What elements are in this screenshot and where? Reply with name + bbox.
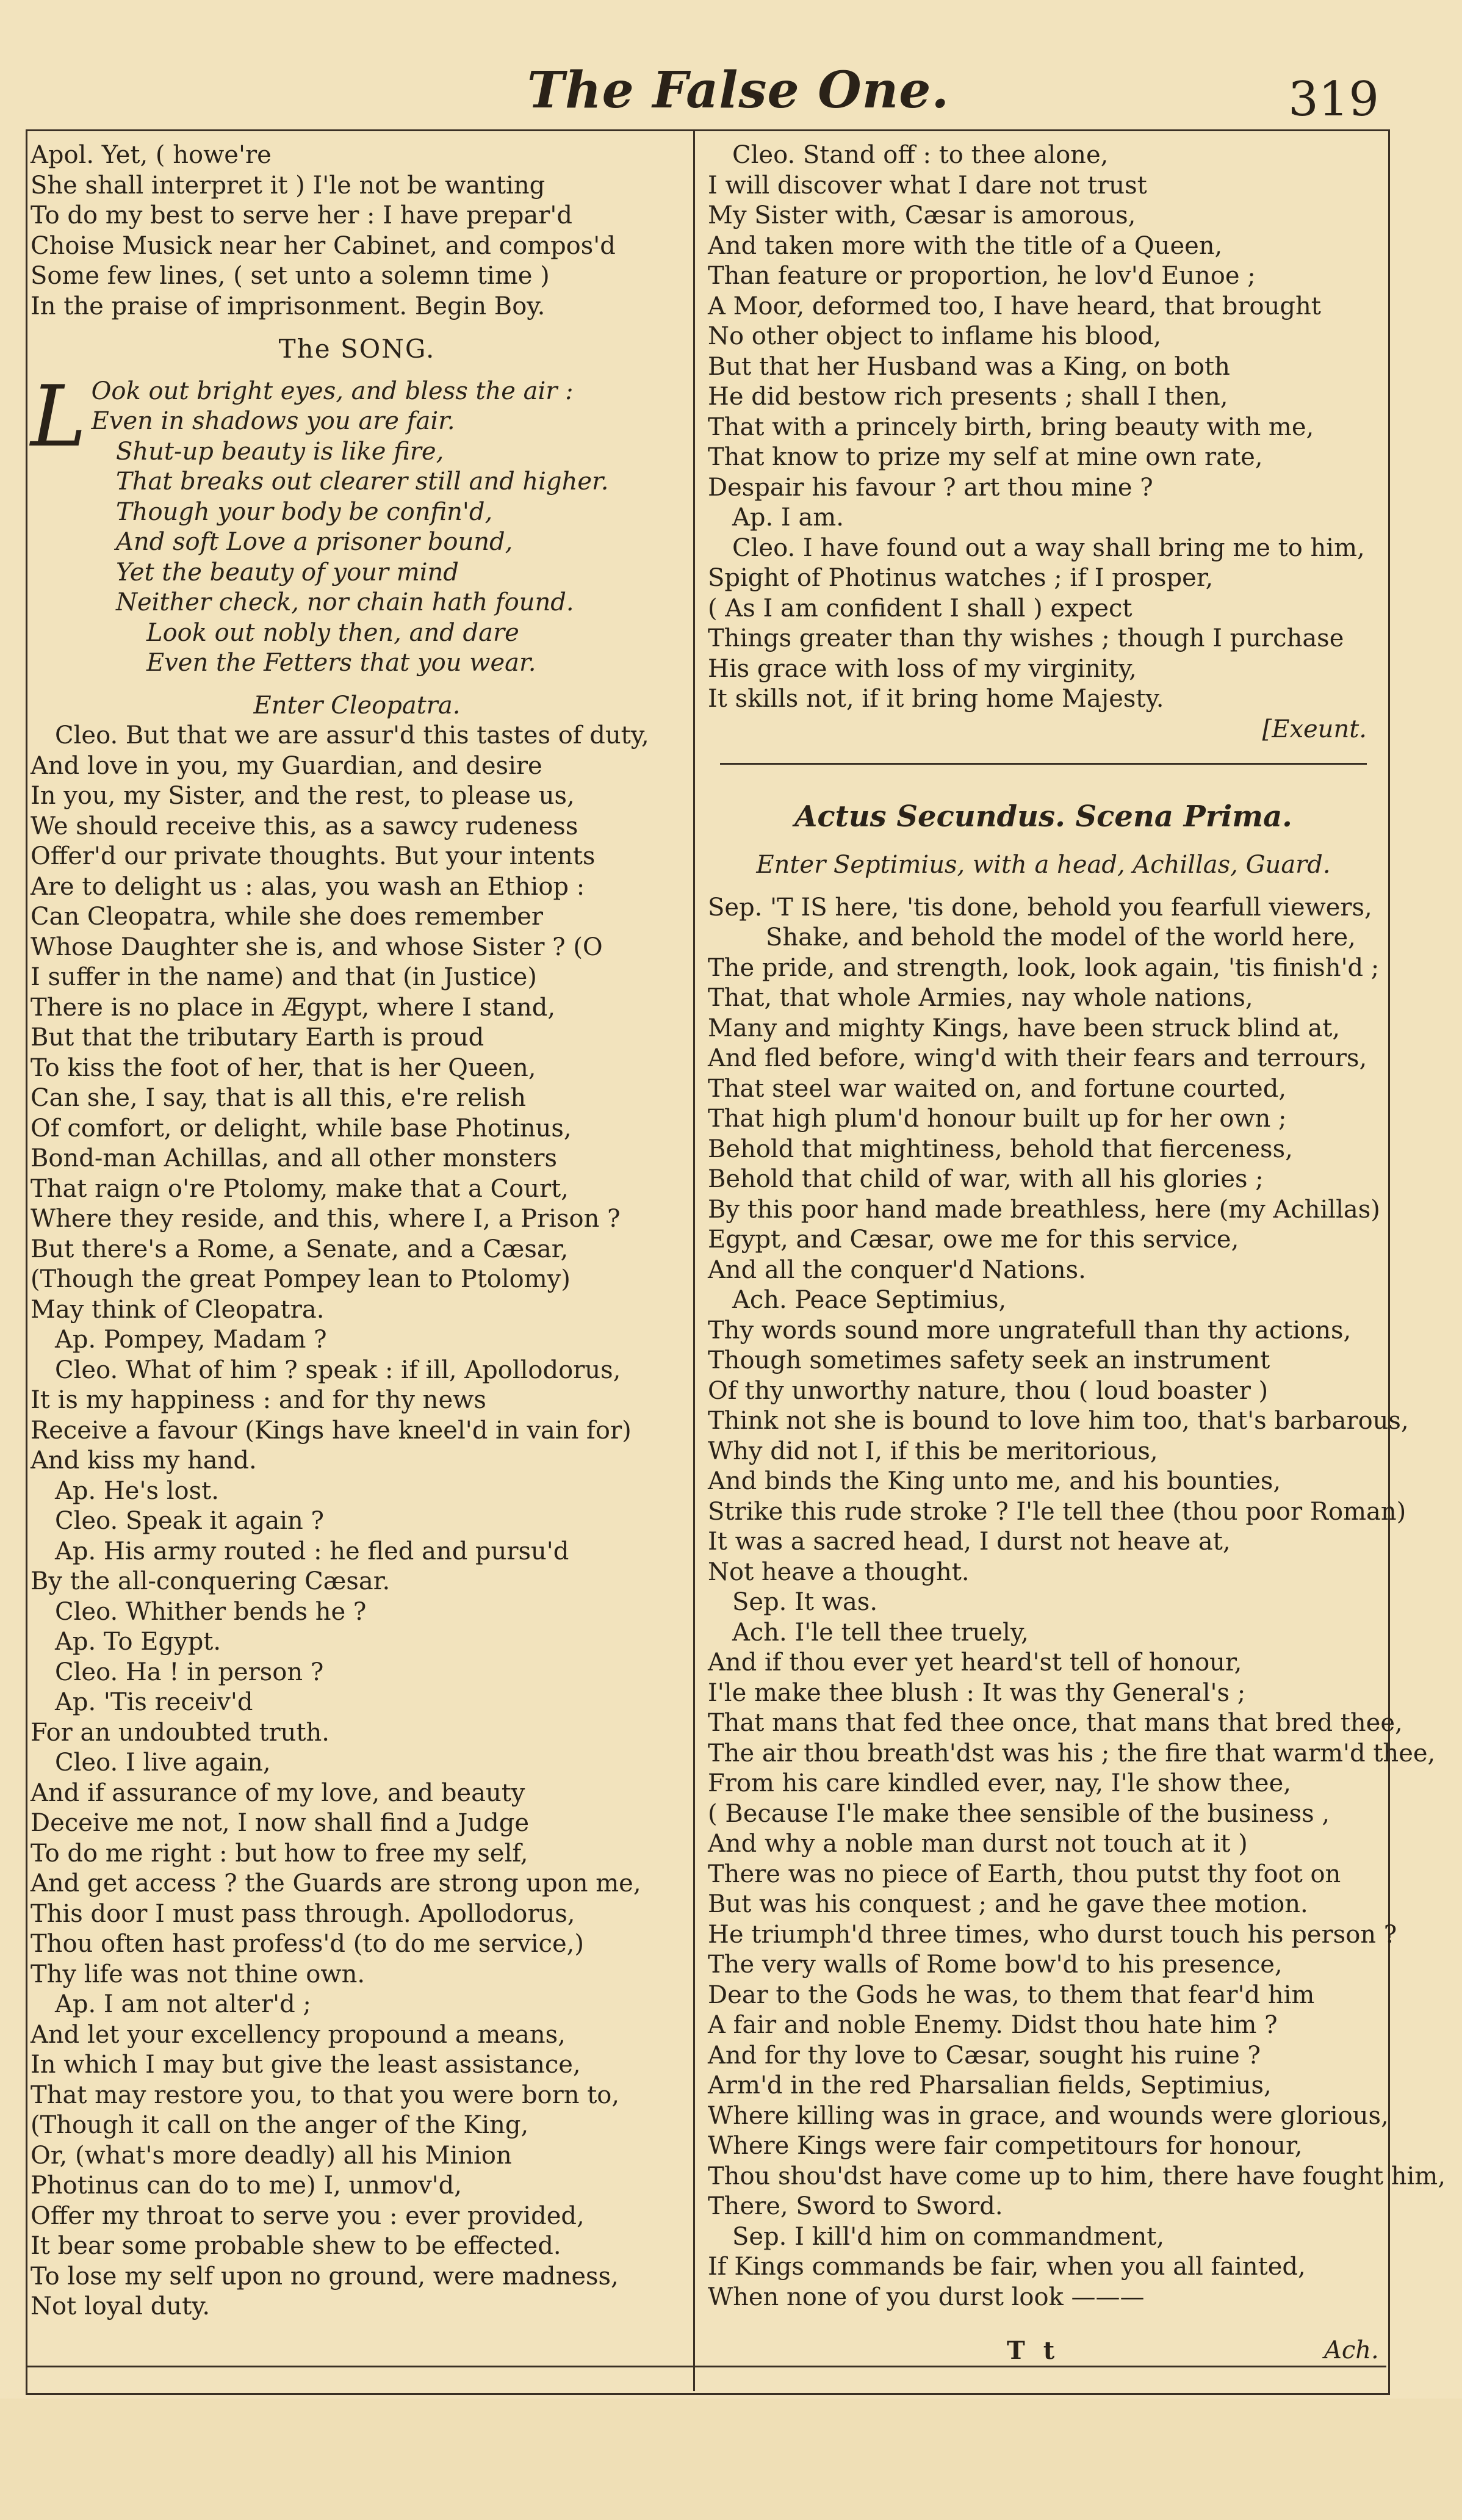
text-line: Things greater than thy wishes ; though I purchase: [708, 624, 1344, 652]
text-line: Ap. I am.: [732, 504, 844, 532]
left-column: [31, 140, 683, 2322]
right-dialogue-top: [708, 140, 1379, 715]
right-dialogue: [708, 953, 1446, 2313]
text-line: Choise Musick near her Cabinet, and compos'd: [31, 231, 616, 260]
text-line: And let your excellency propound a means,: [31, 2020, 566, 2049]
text-line: Dear to the Gods he was, to them that fear'd him: [708, 1980, 1315, 2009]
text-line: And kiss my hand.: [31, 1446, 257, 1475]
text-line: ( Because I'le make thee sensible of the business ,: [708, 1799, 1330, 1828]
text-line: Ap. 'Tis receiv'd: [55, 1688, 253, 1716]
text-line: And for thy love to Cæsar, sought his ruine ?: [708, 2041, 1261, 2070]
text-line: Photinus can do to me) I, unmov'd,: [31, 2172, 462, 2200]
text-line: The very walls of Rome bow'd to his presence,: [708, 1951, 1283, 1979]
text-line: I suffer in the name) and that (in Justice): [31, 963, 537, 991]
text-line: Behold that mightiness, behold that fierceness,: [708, 1135, 1293, 1163]
text-line: Think not she is bound to love him too, that's barbarous,: [708, 1407, 1409, 1435]
text-line: Where they reside, and this, where I, a Prison ?: [31, 1205, 621, 1233]
text-line: And fled before, wing'd with their fears and terrours,: [708, 1044, 1367, 1072]
text-line: In the praise of imprisonment. Begin Boy.: [31, 292, 546, 320]
text-line: Not loyal duty.: [31, 2292, 211, 2320]
text-line: Of comfort, or delight, while base Photinus,: [31, 1114, 572, 1143]
text-line: (Though the great Pompey lean to Ptolomy): [31, 1265, 571, 1293]
text-line: Cleo. I have found out a way shall bring me to him,: [732, 533, 1365, 562]
running-title: The False One.: [527, 61, 950, 120]
left-intro-lines: [31, 140, 683, 322]
song-line: Though your body be confin'd,: [116, 497, 493, 526]
song-line: Even in shadows you are fair.: [91, 407, 455, 435]
song-line: And soft Love a prisoner bound,: [116, 528, 513, 556]
text-line: In which I may but give the least assistance,: [31, 2051, 581, 2079]
page-number: 319: [1288, 72, 1379, 127]
text-line: That know to prize my self at mine own rate,: [708, 443, 1263, 471]
footer-rule: [26, 2366, 1386, 2367]
exeunt-direction: [Exeunt.: [1262, 715, 1367, 743]
text-line: To do my best to serve her : I have prepar'd: [31, 201, 572, 229]
text-line: And get access ? the Guards are strong upon me,: [31, 1869, 641, 1897]
left-dialogue: [31, 721, 683, 2322]
text-line: Where Kings were fair competitours for honour,: [708, 2132, 1303, 2160]
text-line: To kiss the foot of her, that is her Queen,: [31, 1053, 536, 1082]
text-line: That steel war waited on, and fortune courted,: [708, 1074, 1287, 1103]
text-line: Deceive me not, I now shall find a Judge: [31, 1809, 530, 1837]
text-line: Ap. His army routed : he fled and pursu'd: [55, 1537, 569, 1565]
text-line: And taken more with the title of a Queen,: [708, 231, 1223, 260]
text-line: Thy words sound more ungratefull than thy actions,: [708, 1316, 1352, 1345]
text-line: Ap. I am not alter'd ;: [55, 1990, 311, 2018]
song-line: Neither check, nor chain hath found.: [116, 588, 574, 616]
text-line: And why a noble man durst not touch at it ): [708, 1830, 1248, 1858]
text-line: And if thou ever yet heard'st tell of honour,: [708, 1648, 1242, 1677]
text-line: The pride, and strength, look, look again, 'tis finish'd ;: [708, 953, 1380, 982]
section-rule: [720, 763, 1367, 765]
text-line: It skills not, if it bring home Majesty.: [708, 685, 1164, 713]
text-line: Ach. Peace Septimius,: [732, 1286, 1007, 1314]
text-line: (Though it call on the anger of the King,: [31, 2111, 529, 2139]
text-line: To do me right : but how to free my self,: [31, 1839, 528, 1868]
text-line: That, that whole Armies, nay whole nations,: [708, 984, 1253, 1012]
text-line: But was his conquest ; and he gave thee motion.: [708, 1890, 1308, 1918]
song-title: The SONG.: [278, 334, 436, 364]
text-line: This door I must pass through. Apollodorus,: [31, 1899, 575, 1928]
text-line: There, Sword to Sword.: [708, 2192, 1003, 2220]
text-line: Ap. To Egypt.: [55, 1628, 221, 1656]
text-line: May think of Cleopatra.: [31, 1295, 325, 1324]
text-line: If Kings commands be fair, when you all fainted,: [708, 2253, 1306, 2281]
text-line: That raign o're Ptolomy, make that a Court,: [31, 1174, 569, 1203]
text-line: There was no piece of Earth, thou putst thy foot on: [708, 1860, 1341, 1888]
text-line: Many and mighty Kings, have been struck blind at,: [708, 1014, 1341, 1042]
song-line: Shut-up beauty is like fire,: [116, 437, 444, 466]
song-line: Even the Fetters that you wear.: [146, 649, 536, 677]
text-line: And if assurance of my love, and beauty: [31, 1778, 525, 1807]
text-line: But that her Husband was a King, on both: [708, 352, 1230, 381]
text-line: Arm'd in the red Pharsalian fields, Septimius,: [708, 2071, 1272, 2099]
text-line: And binds the King unto me, and his bounties,: [708, 1467, 1281, 1495]
text-line: It was a sacred head, I durst not heave at,: [708, 1528, 1231, 1556]
text-line: Thy life was not thine own.: [31, 1960, 366, 1988]
text-line: When none of you durst look ———: [708, 2283, 1145, 2311]
text-line: She shall interpret it ) I'le not be wanting: [31, 171, 546, 200]
text-line: Cleo. But that we are assur'd this tastes of duty,: [55, 721, 649, 749]
text-line: By this poor hand made breathless, here (my Achillas): [708, 1195, 1380, 1224]
text-line: I will discover what I dare not trust: [708, 171, 1147, 200]
text-line: Cleo. Ha ! in person ?: [55, 1658, 324, 1686]
song-line: Yet the beauty of your mind: [116, 558, 459, 587]
text-line: My Sister with, Cæsar is amorous,: [708, 201, 1136, 229]
text-line: That mans that fed thee once, that mans that bred thee,: [708, 1709, 1403, 1737]
text-line: There is no place in Ægypt, where I stand,: [31, 993, 556, 1022]
text-line: To lose my self upon no ground, were madness,: [31, 2262, 619, 2291]
column-divider: [693, 129, 695, 2391]
text-line: Where killing was in grace, and wounds were glorious,: [708, 2101, 1389, 2130]
song-line: Ook out bright eyes, and bless the air :: [91, 377, 574, 405]
text-line: Cleo. I live again,: [55, 1749, 271, 1777]
text-line: That may restore you, to that you were born to,: [31, 2081, 620, 2109]
header-rule: [26, 129, 1386, 131]
signature-mark: T t: [1007, 2336, 1060, 2365]
text-line: Though sometimes safety seek an instrument: [708, 1346, 1270, 1374]
text-line: In you, my Sister, and the rest, to please us,: [31, 782, 575, 810]
text-line: Despair his favour ? art thou mine ?: [708, 473, 1153, 502]
song-line: Look out nobly then, and dare: [146, 618, 519, 647]
text-line: Cleo. What of him ? speak : if ill, Apollodorus,: [55, 1356, 621, 1384]
text-line: And all the conquer'd Nations.: [708, 1255, 1086, 1284]
song: [31, 367, 683, 679]
text-line: Egypt, and Cæsar, owe me for this service,: [708, 1226, 1239, 1254]
page-margin: [0, 2399, 1462, 2520]
text-line: Cleo. Whither bends he ?: [55, 1597, 367, 1626]
text-line: He did bestow rich presents ; shall I then,: [708, 383, 1228, 411]
text-line: By the all-conquering Cæsar.: [31, 1567, 391, 1595]
text-line: Some few lines, ( set unto a solemn time ): [31, 262, 550, 290]
text-line: Behold that child of war, with all his glories ;: [708, 1165, 1264, 1193]
text-line: Sep. I kill'd him on commandment,: [732, 2222, 1165, 2251]
text-line: Thou shou'dst have come up to him, there have fought him,: [708, 2162, 1446, 2190]
text-line: From his care kindled ever, nay, I'le show thee,: [708, 1769, 1291, 1797]
text-line: It is my happiness : and for thy news: [31, 1386, 486, 1414]
text-line: Thou often hast profess'd (to do me service,): [31, 1930, 584, 1958]
text-line: The air thou breath'dst was his ; the fire that warm'd thee,: [708, 1739, 1436, 1767]
stage-direction: Enter Cleopatra.: [253, 691, 461, 720]
text-line: Spight of Photinus watches ; if I prosper,: [708, 564, 1214, 592]
text-line: No other object to inflame his blood,: [708, 322, 1162, 350]
text-line: And love in you, my Guardian, and desire: [31, 751, 542, 780]
text-line: Bond-man Achillas, and all other monsters: [31, 1144, 558, 1172]
text-line: ( As I am confident I shall ) expect: [708, 594, 1133, 623]
text-line: Not heave a thought.: [708, 1558, 970, 1586]
text-line: Cleo. Speak it again ?: [55, 1507, 324, 1535]
text-line: Offer'd our private thoughts. But your intents: [31, 842, 596, 870]
text-line: Why did not I, if this be meritorious,: [708, 1437, 1158, 1465]
text-line: Sep. It was.: [732, 1588, 878, 1616]
text-line: I'le make thee blush : It was thy General's ;: [708, 1678, 1246, 1707]
text-line: It bear some probable shew to be effected.: [31, 2232, 561, 2260]
right-column: [708, 140, 1446, 2312]
text-line: Ap. He's lost.: [55, 1476, 219, 1505]
text-line: For an undoubted truth.: [31, 1718, 329, 1747]
text-line: But that the tributary Earth is proud: [31, 1024, 484, 1052]
speech-line: Sep. 'T IS here, 'tis done, behold you fearfull viewers,: [708, 893, 1372, 922]
text-line: Ach. I'le tell thee truely,: [732, 1618, 1029, 1647]
text-line: That high plum'd honour built up for her own ;: [708, 1105, 1287, 1133]
text-line: We should receive this, as a sawcy rudeness: [31, 812, 578, 840]
text-line: Cleo. Stand off : to thee alone,: [732, 141, 1109, 169]
text-line: His grace with loss of my virginity,: [708, 654, 1137, 683]
text-line: Can Cleopatra, while she does remember: [31, 903, 543, 931]
song-dropcap: L: [31, 367, 87, 466]
text-line: He triumph'd three times, who durst touch his person ?: [708, 1920, 1397, 1949]
text-line: That with a princely birth, bring beauty with me,: [708, 413, 1314, 441]
act-heading: Actus Secundus. Scena Prima.: [794, 800, 1292, 834]
text-line: Are to delight us : alas, you wash an Ethiop :: [31, 872, 585, 901]
text-line: But there's a Rome, a Senate, and a Cæsar,: [31, 1235, 569, 1263]
text-line: Ap. Pompey, Madam ?: [55, 1326, 327, 1354]
speech-line: Shake, and behold the model of the world here,: [766, 923, 1356, 951]
text-line: Of thy unworthy nature, thou ( loud boaster ): [708, 1376, 1269, 1405]
text-line: Whose Daughter she is, and whose Sister ? (O: [31, 933, 603, 961]
text-line: Can she, I say, that is all this, e're relish: [31, 1084, 527, 1112]
text-line: A fair and noble Enemy. Didst thou hate him ?: [708, 2011, 1278, 2039]
text-line: A Moor, deformed too, I have heard, that brought: [708, 292, 1321, 320]
stage-direction: Enter Septimius, with a head, Achillas, Guard.: [756, 851, 1331, 879]
text-line: Or, (what's more deadly) all his Minion: [31, 2141, 512, 2170]
song-line: That breaks out clearer still and higher.: [116, 468, 609, 496]
text-line: Receive a favour (Kings have kneel'd in vain for): [31, 1416, 632, 1445]
text-line: Offer my throat to serve you : ever provided,: [31, 2201, 585, 2230]
catchword: Ach.: [1324, 2336, 1379, 2364]
text-line: Than feature or proportion, he lov'd Eunoe ;: [708, 262, 1256, 290]
text-line: Strike this rude stroke ? I'le tell thee (thou poor Roman): [708, 1497, 1406, 1526]
text-line: Apol. Yet, ( howe're: [31, 141, 272, 169]
